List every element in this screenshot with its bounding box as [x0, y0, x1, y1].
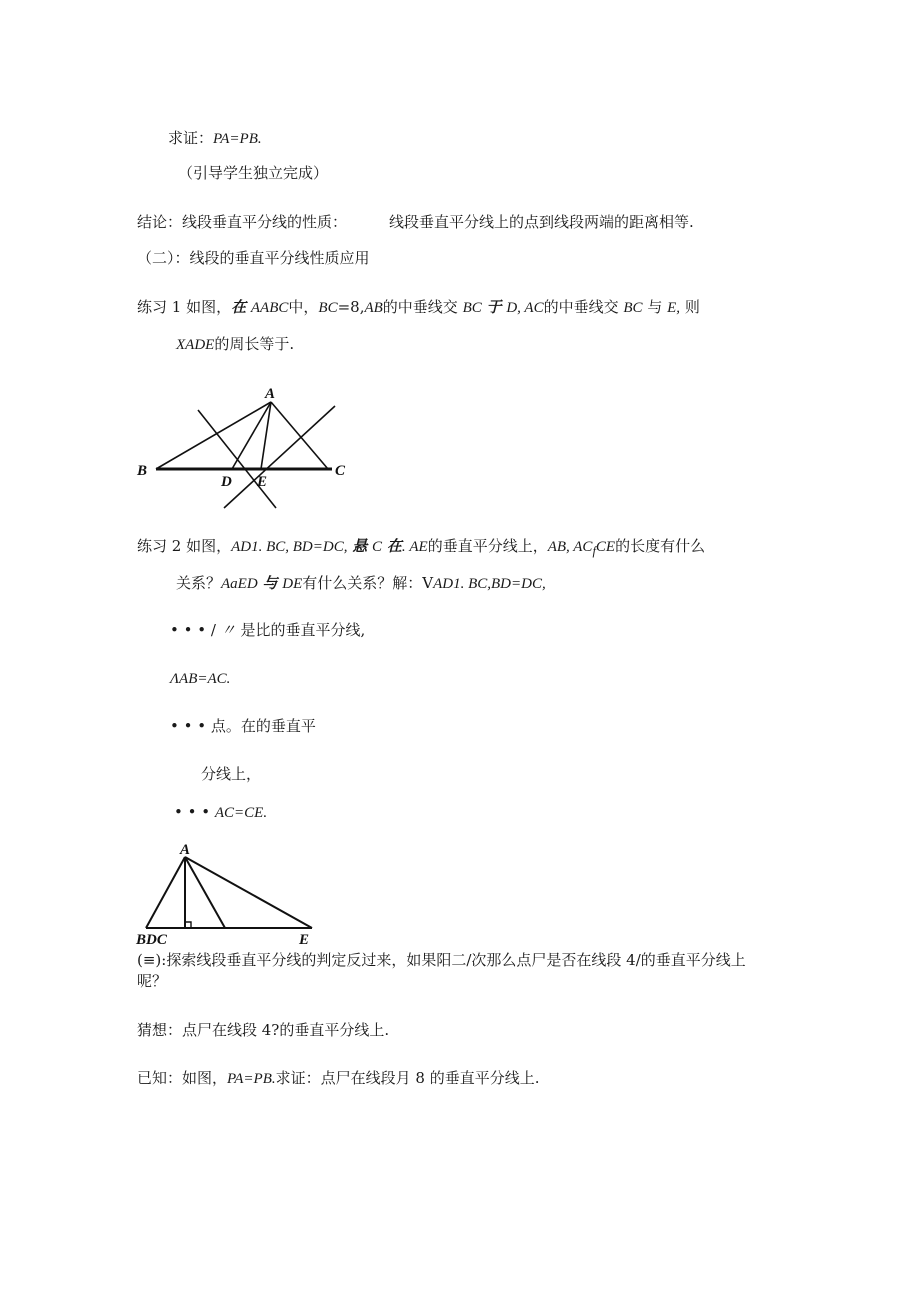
- ex1-text: 在: [231, 300, 247, 316]
- guide-note: （引导学生独立完成）: [178, 164, 329, 182]
- ex1-text: 的周长等于.: [214, 335, 295, 353]
- ex2-expr: C: [372, 539, 383, 555]
- solution-step-3: • • • 点。在的垂直平: [170, 717, 316, 735]
- exercise-2-line-2: [176, 573, 546, 594]
- label-c: C: [335, 463, 346, 479]
- label-a: A: [265, 386, 276, 402]
- label-b: B: [137, 463, 148, 479]
- ex2-expr: f: [592, 544, 596, 558]
- figure-1-triangle: [130, 380, 360, 515]
- given-text: 求证：点尸在线段月 8 的垂直平分线上.: [275, 1069, 540, 1087]
- ex1-text: =8,: [337, 298, 365, 316]
- exercise-1-line-2: [176, 334, 294, 355]
- ex2-expr: DE: [282, 576, 303, 592]
- step-expr: AC=CE.: [214, 805, 268, 821]
- ex1-text: 则: [684, 298, 700, 316]
- ex1-text: 与: [647, 298, 663, 316]
- label-bdc: BDC: [136, 932, 167, 948]
- ex2-expr: CE: [595, 539, 616, 555]
- ex1-expr: AABC: [250, 300, 289, 316]
- section-two-heading: （二）：线段的垂直平分线性质应用: [137, 249, 370, 267]
- step-expr: ΛAB=AC.: [170, 671, 231, 687]
- side-ab: [146, 857, 185, 928]
- section-three-line-2: 呢？: [137, 972, 168, 990]
- given-text: 已知：如图，: [137, 1069, 228, 1087]
- ex2-expr: . AE: [401, 539, 428, 555]
- ex1-text: 于: [486, 300, 502, 316]
- ex2-expr: AD1. BC, BD=DC,: [231, 539, 348, 555]
- ex2-text: 的长度有什么: [615, 537, 706, 555]
- ex2-expr: AD1. BC,BD=DC,: [433, 576, 546, 592]
- figure-2-triangle: [134, 838, 324, 950]
- ex2-text: 悬: [352, 539, 368, 555]
- exercise-2-line-1: [137, 536, 705, 561]
- conclusion-label: 结论：线段垂直平分线的性质：: [137, 213, 348, 231]
- ex2-expr: AaED: [221, 576, 258, 592]
- ex1-expr: AB: [364, 300, 383, 316]
- ex2-text: 与: [262, 576, 278, 592]
- ex2-text: 在: [386, 539, 402, 555]
- solution-step-3-cont: 分线上，: [201, 765, 262, 783]
- side-ab: [156, 402, 271, 469]
- ex1-expr: BC: [462, 300, 482, 316]
- side-ac: [271, 402, 328, 469]
- proof-prefix: 求证：: [168, 129, 214, 147]
- ex1-text: 练习 1 如图，: [137, 298, 232, 316]
- ex2-expr: AB, AC: [547, 539, 593, 555]
- label-e: E: [299, 932, 310, 948]
- given-statement: [137, 1068, 539, 1089]
- label-a: A: [180, 842, 191, 858]
- step-dots: • • • /: [170, 621, 216, 639]
- section-three-line-1: (≡):探索线段垂直平分线的判定反过来，如果阳二/次那么点尸是否在线段 4/的垂直平分线上: [137, 951, 746, 969]
- proof-expr: PA=PB.: [213, 131, 262, 147]
- ex1-text: 中，: [288, 298, 319, 316]
- given-expr: PA=PB.: [227, 1071, 276, 1087]
- ex2-text: 练习 2 如图，: [137, 537, 232, 555]
- ex2-text: 的垂直平分线上，: [427, 537, 548, 555]
- perp-bisector-ab: [198, 410, 276, 508]
- solution-step-4: [174, 802, 267, 823]
- ex1-text: 的中垂线交: [382, 298, 458, 316]
- solution-step-1: [170, 620, 365, 641]
- conclusion-text: 线段垂直平分线上的点到线段两端的距离相等.: [389, 213, 694, 231]
- ex2-text: 有什么关系？解：V: [302, 574, 434, 592]
- step-expr: 〃: [220, 623, 236, 639]
- label-d: D: [221, 474, 232, 490]
- step-text: 是比的垂直平分线,: [240, 621, 366, 639]
- label-e: E: [257, 474, 268, 490]
- ex1-expr: XADE: [176, 337, 215, 353]
- conjecture: 猜想：点尸在线段 4?的垂直平分线上.: [137, 1021, 390, 1039]
- step-dots: • • •: [174, 803, 211, 821]
- ex1-text: 的中垂线交: [543, 298, 619, 316]
- ex1-expr: E,: [667, 300, 681, 316]
- ex1-expr: BC: [623, 300, 643, 316]
- ex1-expr: BC: [318, 300, 338, 316]
- ex1-expr: D, AC: [506, 300, 544, 316]
- solution-step-2: [170, 668, 230, 689]
- proof-requirement: [168, 128, 262, 149]
- ex2-text: 关系？: [176, 574, 222, 592]
- exercise-1-line-1: [137, 297, 700, 318]
